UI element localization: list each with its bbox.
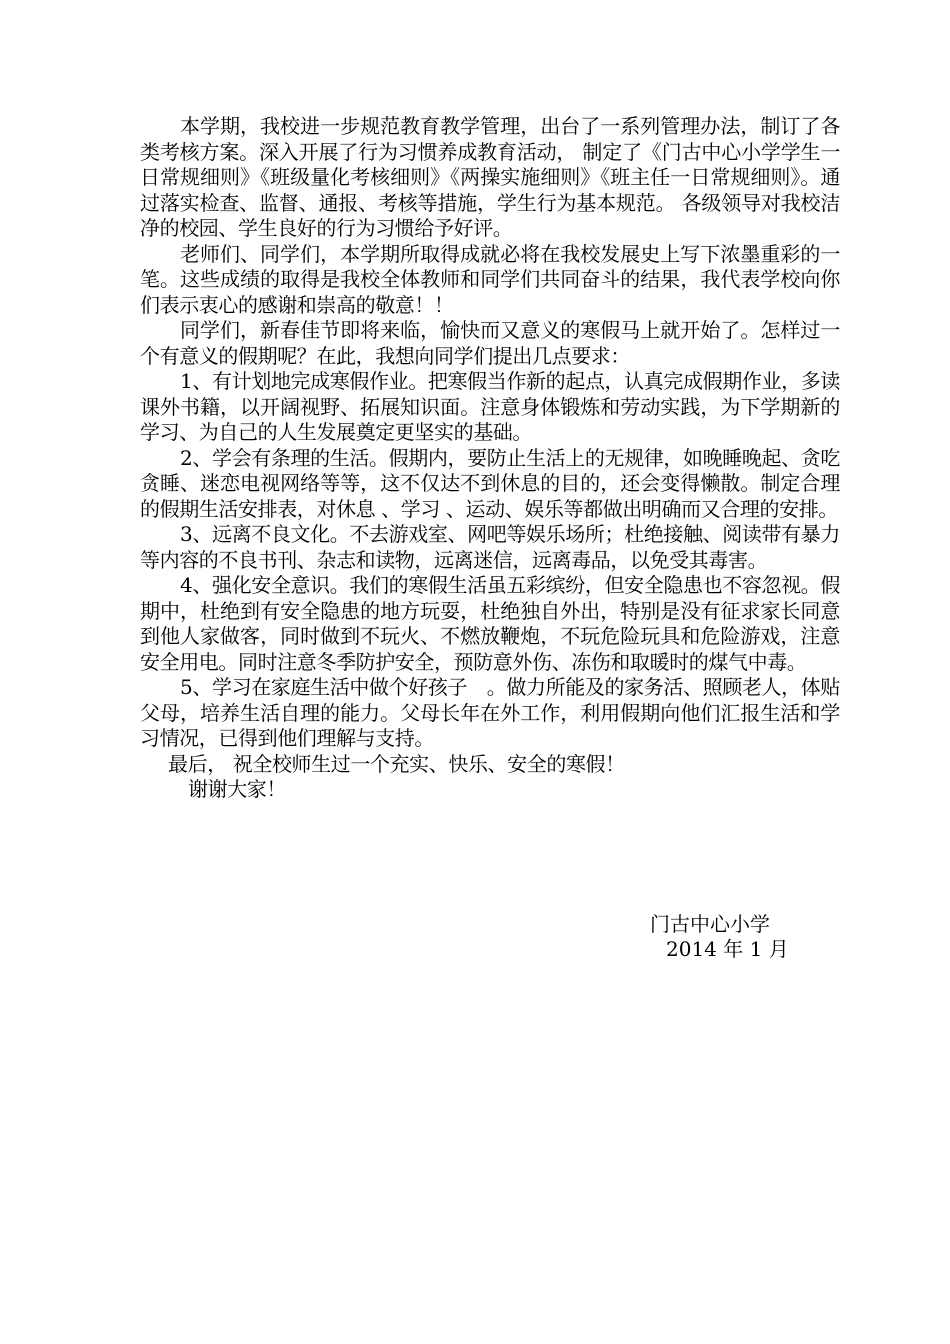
paragraph-thanks-teachers: 老师们、同学们，本学期所取得成就必将在我校发展史上写下浓墨重彩的一笔。这些成绩的取得是我校全体教师和同学们共同奋斗的结果，我代表学校向你们表示衷心的感谢和崇高的敬意！！ xyxy=(140,241,840,317)
signature-block xyxy=(650,912,789,962)
paragraph-requirement-3: 3、远离不良文化。不去游戏室、网吧等娱乐场所；杜绝接触、阅读带有暴力等内容的不良书刊、杂志和读物，远离迷信，远离毒品，以免受其毒害。 xyxy=(140,522,840,572)
paragraph-requirement-5: 5、学习在家庭生活中做个好孩子 。做力所能及的家务活、照顾老人，体贴父母，培养生活自理的能力。父母长年在外工作，利用假期向他们汇报生活和学习情况，已得到他们理解与支持。 xyxy=(140,675,840,750)
paragraph-requirement-4: 4、强化安全意识。我们的寒假生活虽五彩缤纷，但安全隐患也不容忽视。假期中，杜绝到有安全隐患的地方玩耍，杜绝独自外出，特别是没有征求家长同意到他人家做客，同时做到不玩火、不燃放鞭炮，不玩危险玩具和危险游戏，注意安全用电。同时注意冬季防护安全，预防意外伤、冻伤和取暖时的煤气中毒。 xyxy=(140,573,840,674)
paragraph-requirement-2: 2、学会有条理的生活。假期内，要防止生活上的无规律，如晚睡晚起、贪吃贪睡、迷恋电视网络等等，这不仅达不到休息的目的，还会变得懒散。制定合理的假期生活安排表，对休息 、学习 、运动、娱乐等都做出明确而又合理的安排。 xyxy=(140,445,840,521)
paragraph-requirement-1: 1、有计划地完成寒假作业。把寒假当作新的起点，认真完成假期作业，多读课外书籍，以开阔视野、拓展知识面。注意身体锻炼和劳动实践，为下学期新的学习、为自己的人生发展奠定更坚实的基础。 xyxy=(140,369,840,444)
signature-date: 2014 年 1 月 xyxy=(666,937,789,961)
document-body xyxy=(140,114,840,803)
closing-wish: 最后， 祝全校师生过一个充实、快乐、安全的寒假！ xyxy=(168,751,625,776)
closing-thanks: 谢谢大家！ xyxy=(188,777,286,801)
paragraph-winter-break-intro: 同学们，新春佳节即将来临，愉快而又意义的寒假马上就开始了。怎样过一个有意义的假期呢？在此，我想向同学们提出几点要求： xyxy=(140,318,840,368)
signature-school: 门古中心小学 xyxy=(650,912,770,936)
paragraph-school-management: 本学期，我校进一步规范教育教学管理，出台了一系列管理办法，制订了各类考核方案。深入开展了行为习惯养成教育活动， 制定了《门古中心小学学生一日常规细则》《班级量化考核细则》《两操实施细则》《班主任一日常规细则》。通过落实检查、监督、通报、考核等措施，学生行为基本规范。 各级领导对我校洁净的校园、学生良好的行为习惯给予好评。 xyxy=(140,114,840,240)
